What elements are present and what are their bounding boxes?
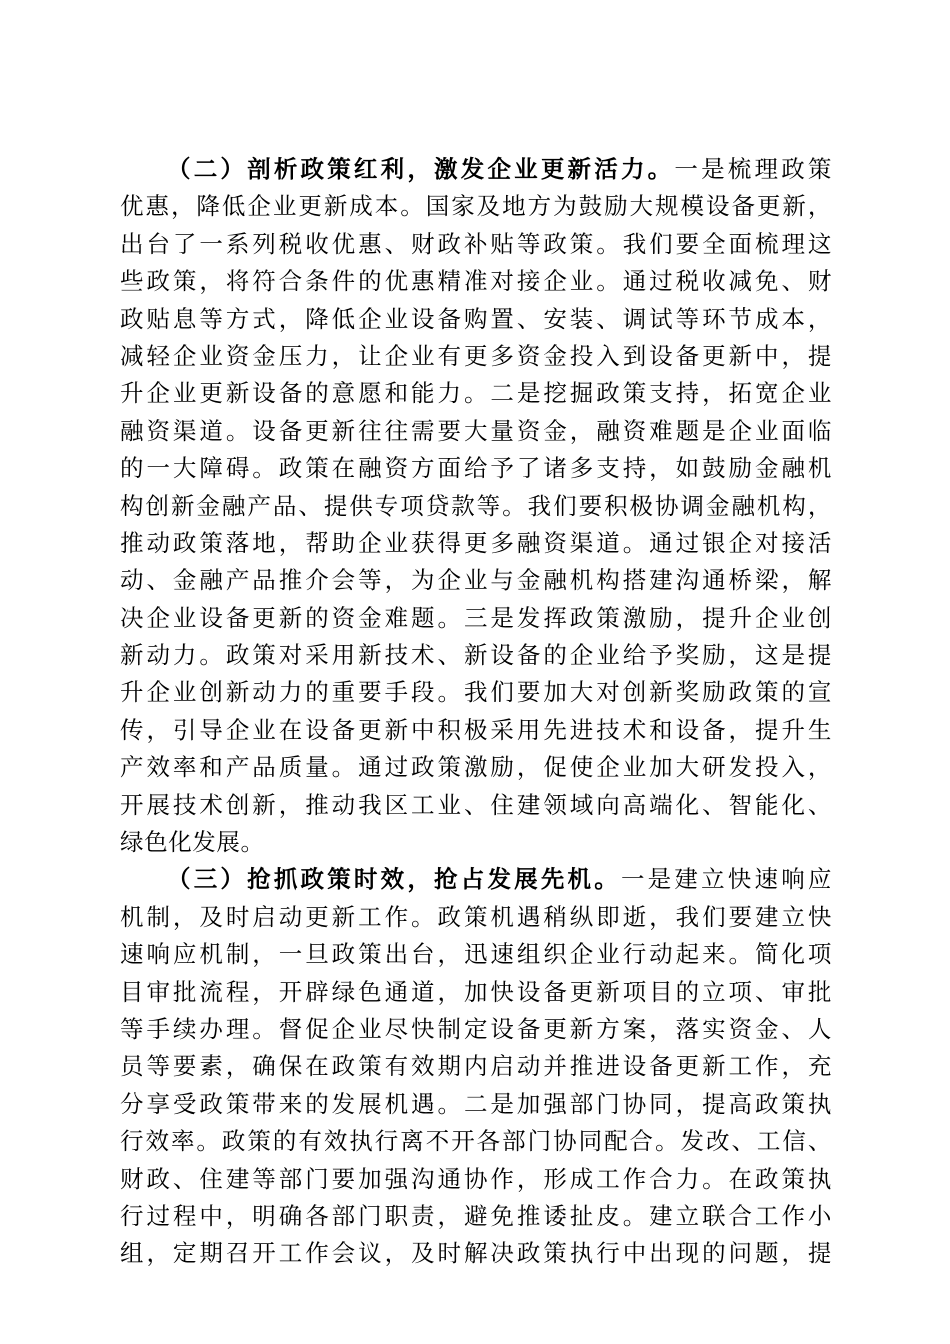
paragraph-3-line: 行效率。政策的有效执行离不开各部门协同配合。发改、工信、 bbox=[120, 1127, 832, 1156]
paragraph-2-line: 动、金融产品推介会等，为企业与金融机构搭建沟通桥梁，解 bbox=[120, 566, 832, 595]
paragraph-3-line: 行过程中，明确各部门职责，避免推诿扯皮。建立联合工作小 bbox=[120, 1201, 832, 1230]
paragraph-2-line: 升企业创新动力的重要手段。我们要加大对创新奖励政策的宣 bbox=[120, 678, 832, 707]
paragraph-2-line: 新动力。政策对采用新技术、新设备的企业给予奖励，这是提 bbox=[120, 641, 832, 670]
paragraph-2-line: 产效率和产品质量。通过政策激励，促使企业加大研发投入， bbox=[120, 753, 832, 782]
paragraph-3-line: 目审批流程，开辟绿色通道，加快设备更新项目的立项、审批 bbox=[120, 977, 832, 1006]
paragraph-3-line: 速响应机制，一旦政策出台，迅速组织企业行动起来。简化项 bbox=[120, 940, 832, 969]
paragraph-2-line: 融资渠道。设备更新往往需要大量资金，融资难题是企业面临 bbox=[120, 416, 832, 445]
paragraph-2-heading: （二）剖析政策红利，激发企业更新活力。 bbox=[167, 155, 675, 183]
paragraph-3-line: 员等要素，确保在政策有效期内启动并推进设备更新工作，充 bbox=[120, 1052, 832, 1081]
paragraph-3-text: 一是建立快速响应 bbox=[620, 865, 832, 894]
document-body bbox=[120, 151, 832, 1273]
paragraph-2-line: 开展技术创新，推动我区工业、住建领域向高端化、智能化、 bbox=[120, 790, 832, 819]
paragraph-2-line: 优惠，降低企业更新成本。国家及地方为鼓励大规模设备更新， bbox=[120, 192, 832, 221]
paragraph-2-line: 减轻企业资金压力，让企业有更多资金投入到设备更新中，提 bbox=[120, 341, 832, 370]
paragraph-2-line: 出台了一系列税收优惠、财政补贴等政策。我们要全面梳理这 bbox=[120, 229, 832, 258]
paragraph-2-line: 绿色化发展。 bbox=[120, 828, 265, 857]
paragraph-3-line: 机制，及时启动更新工作。政策机遇稍纵即逝，我们要建立快 bbox=[120, 902, 832, 931]
paragraph-2-text: 一是梳理政策 bbox=[674, 155, 832, 183]
paragraph-2-line: 传，引导企业在设备更新中积极采用先进技术和设备，提升生 bbox=[120, 715, 832, 744]
paragraph-3-line: 分享受政策带来的发展机遇。二是加强部门协同，提高政策执 bbox=[120, 1089, 832, 1118]
paragraph-2-line: 推动政策落地，帮助企业获得更多融资渠道。通过银企对接活 bbox=[120, 528, 832, 557]
paragraph-3-line: 等手续办理。督促企业尽快制定设备更新方案，落实资金、人 bbox=[120, 1014, 832, 1043]
paragraph-2-line: 些政策，将符合条件的优惠精准对接企业。通过税收减免、财 bbox=[120, 267, 832, 296]
paragraph-2-line: 的一大障碍。政策在融资方面给予了诸多支持，如鼓励金融机 bbox=[120, 454, 832, 483]
paragraph-3-line-1 bbox=[120, 861, 832, 898]
paragraph-2-line: 构创新金融产品、提供专项贷款等。我们要积极协调金融机构， bbox=[120, 491, 832, 520]
paragraph-2-line-1 bbox=[120, 151, 832, 188]
paragraph-2-line: 升企业更新设备的意愿和能力。二是挖掘政策支持，拓宽企业 bbox=[120, 379, 832, 408]
paragraph-3-heading: （三）抢抓政策时效，抢占发展先机。 bbox=[167, 865, 621, 894]
paragraph-3-line: 组，定期召开工作会议，及时解决政策执行中出现的问题，提 bbox=[120, 1239, 832, 1268]
paragraph-2-line: 政贴息等方式，降低企业设备购置、安装、调试等环节成本， bbox=[120, 304, 832, 333]
paragraph-3-line: 财政、住建等部门要加强沟通协作，形成工作合力。在政策执 bbox=[120, 1164, 832, 1193]
paragraph-2-line: 决企业设备更新的资金难题。三是发挥政策激励，提升企业创 bbox=[120, 603, 832, 632]
